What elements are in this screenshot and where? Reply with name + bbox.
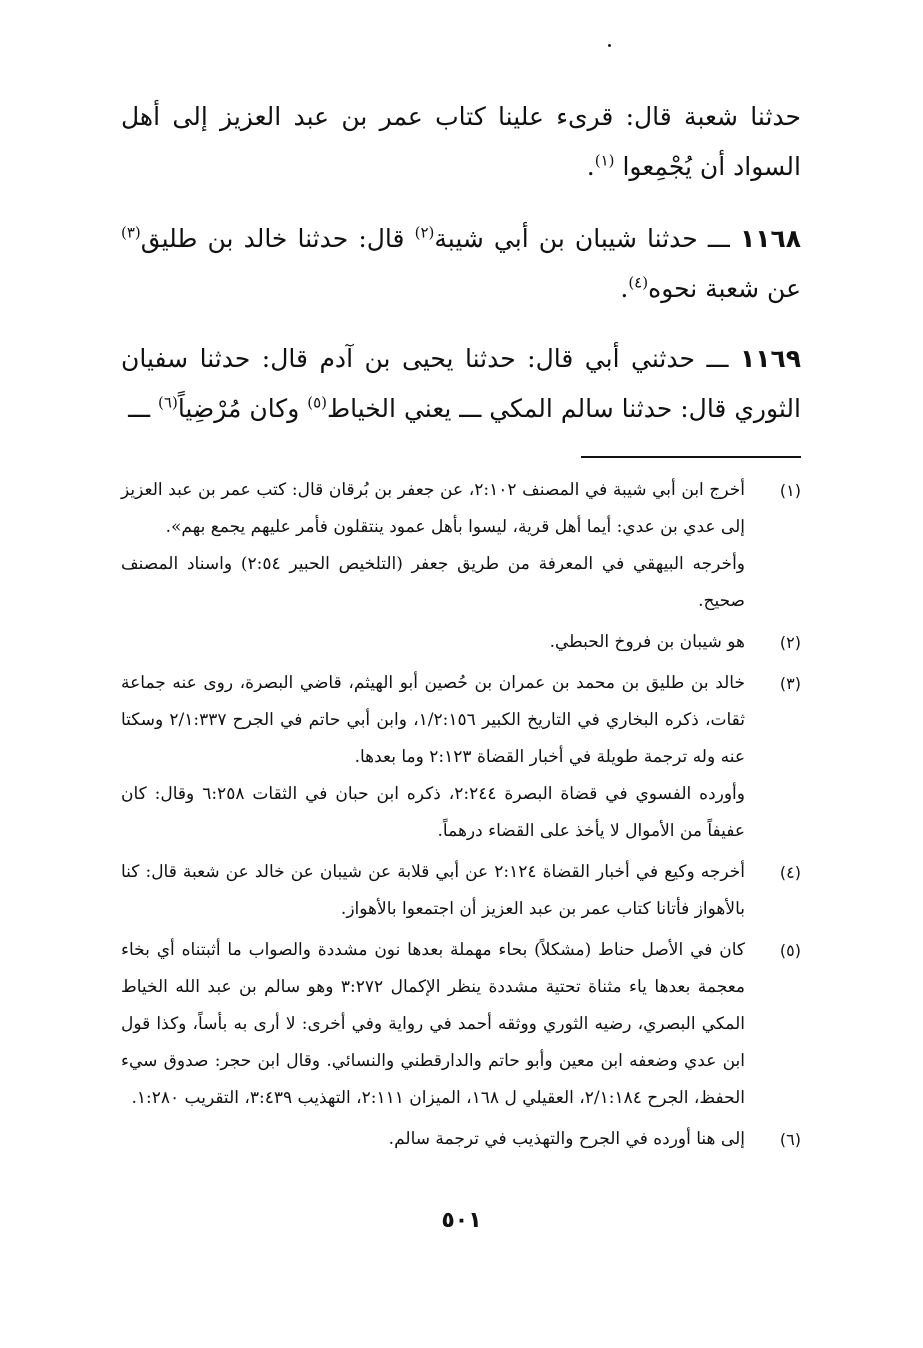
main-paragraph-continuation: حدثنا شعبة قال: قرىء علينا كتاب عمر بن عبد العزيز إلى أهل السواد أن يُجْمِعوا $^{(١)}$. [121,102,801,181]
footnote-text: خالد بن طليق بن محمد بن عمران بن حُصين أبو الهيثم، قاضي البصرة، روى عنه جماعة ثقات، ذكره البخاري في التاريخ الكبير ١/٢:١٥٦، وابن أبي حاتم في الجرح ٢/١:٣٣٧ وسكتا عنه وله ترجمة طويلة في أخبار القضاة ٢:١٢٣ وما بعدها. [121,673,745,767]
footnote-marker: (٤) [779,863,801,882]
main-text-segment: عن شعبة نحوه [648,274,801,303]
footnote-ref[interactable]: (٦) [158,393,178,412]
footnote-ref[interactable]: (٥) [307,393,328,412]
footnote-ref[interactable]: (١) [594,151,615,170]
page-number: ٥٠١ [441,1208,482,1233]
footnote-ref[interactable]: (٤) [628,273,649,292]
footnote-2 [121,624,801,661]
main-text-segment: قال: حدثنا خالد بن طليق [140,224,415,253]
main-text-segment: وكان مُرْضِياً [177,394,308,423]
footnotes-section [121,472,801,1162]
hadith-1169: ١١٦٩ ـــ حدثني أبي قال: حدثنا يحيى بن آدم قال: حدثنا سفيان الثوري قال: حدثنا سالم المكي ـــ يعني الخياط$^{(٥)}$ وكان مُرْضِياً$^{(٦)}$ ـــ [121,344,801,423]
hadith-number: ١١٦٨ [739,224,801,253]
footnote-text: أخرجه وكيع في أخبار القضاة ٢:١٢٤ عن أبي قلابة عن شيبان عن خالد عن شعبة قال: كنا بالأهواز فأتانا كتاب عمر بن عبد العزيز أن اجتمعوا بالأهواز. [121,862,745,919]
hadith-number: ١١٦٩ [739,344,801,373]
footnote-text: إلى هنا أورده في الجرح والتهذيب في ترجمة سالم. [388,1129,745,1149]
footnote-divider [581,456,801,458]
footnote-4 [121,854,801,928]
footnote-text: وأورده الفسوي في قضاة البصرة ٢:٢٤٤، ذكره ابن حبان في الثقات ٦:٢٥٨ وقال: كان عفيفاً من الأموال لا يأخذ على القضاء درهماً. [121,784,745,841]
footnote-marker: (٥) [779,941,801,960]
footnote-text: وأخرجه البيهقي في المعرفة من طريق جعفر (التلخيص الحبير ٢:٥٤) واسناد المصنف صحيح. [121,554,745,611]
scan-speck [608,44,611,47]
footnote-marker: (٦) [779,1130,801,1149]
hadith-1168: ١١٦٨ ـــ حدثنا شيبان بن أبي شيبة$^{(٢)}$ قال: حدثنا خالد بن طليق$^{(٣)}$ عن شعبة نحوه$^{(٤)}$. [121,223,801,303]
footnote-ref[interactable]: (٢) [414,223,435,242]
footnote-text: أخرج ابن أبي شيبة في المصنف ٢:١٠٢، عن جعفر بن بُرقان قال: كتب عمر بن عبد العزيز إلى عدي بن عدي: أيما أهل قرية، ليسوا بأهل عمود ينتقلون فأمر عليهم يجمع بهم». [121,480,745,537]
footnote-text: هو شيبان بن فروخ الحبطي. [549,632,745,652]
main-text-segment: حدثنا شيبان بن أبي شيبة [434,224,698,253]
footnote-3 [121,665,801,850]
footnote-text: كان في الأصل حناط (مشكلاً) بحاء مهملة بعدها نون مشددة والصواب ما أثبتناه أي بخاء معجمة بعدها ياء مثناة تحتية مشددة ينظر الإكمال ٣:٢٧٢ وهو سالم بن عبد الله الخياط المكي البصري، رضيه الثوري ووثقه أحمد في رواية وفي أخرى: لا أرى به بأساً، وكذا قول ابن عدي وضعفه ابن معين وأبو حاتم والدارقطني والنسائي. وقال ابن حجر: صدوق سيء الحفظ، الجرح ٢/١:١٨٤، العقيلي ل ١٦٨، الميزان ٢:١١١، التهذيب ٣:٤٣٩، التقريب ١:٢٨٠. [121,940,745,1108]
footnote-marker: (٣) [779,674,801,693]
main-text-segment: حدثني أبي قال: حدثنا يحيى بن آدم قال: حدثنا سفيان الثوري قال: حدثنا سالم المكي ـــ يعني الخياط [121,344,801,423]
main-text-segment: حدثنا شعبة قال: قرىء علينا كتاب عمر بن عبد العزيز إلى أهل السواد أن يُجْمِعوا [121,102,801,181]
footnote-1 [121,472,801,620]
footnote-ref[interactable]: (٣) [121,223,141,242]
footnote-marker: (١) [779,481,801,500]
footnote-5 [121,932,801,1117]
footnote-marker: (٢) [779,633,801,652]
footnote-6 [121,1121,801,1158]
